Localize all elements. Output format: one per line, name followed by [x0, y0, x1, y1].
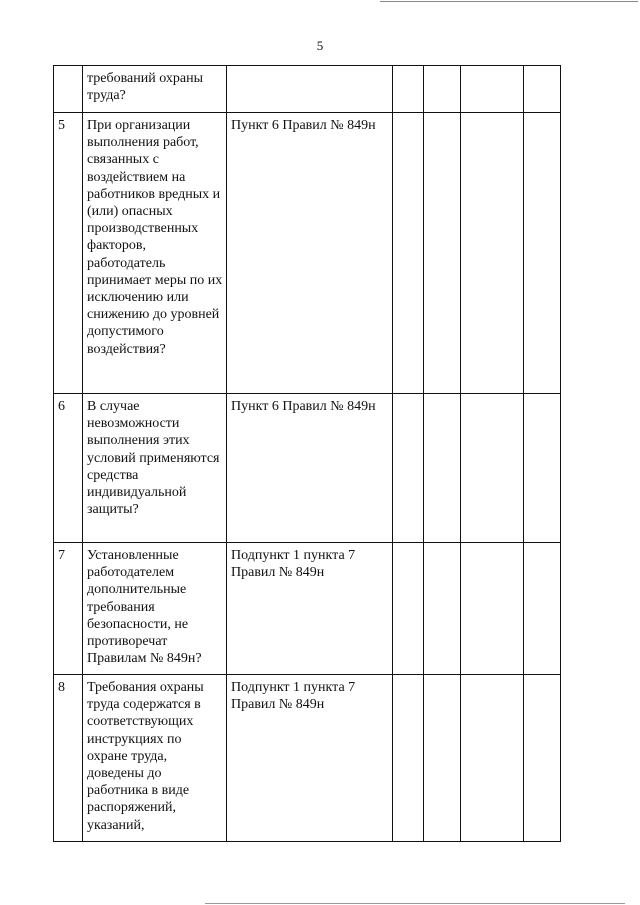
table-row [54, 675, 561, 842]
answer-cell-yes [393, 675, 424, 842]
checklist-table [53, 65, 561, 842]
scan-edge-top [380, 1, 638, 2]
row-question: требований охраны труда? [83, 66, 227, 113]
answer-cell-no [424, 394, 461, 543]
answer-cell-no [424, 66, 461, 113]
row-question: В случае невозможности выполнения этих условий применяются средства индивидуальной защиты? [83, 394, 227, 543]
row-reference: Подпункт 1 пункта 7 Правил № 849н [227, 543, 393, 675]
answer-cell-yes [393, 394, 424, 543]
row-number: 8 [54, 675, 83, 842]
scan-edge-bottom [205, 903, 625, 904]
answer-cell-notes [524, 675, 561, 842]
answer-cell-no [424, 675, 461, 842]
row-number: 6 [54, 394, 83, 543]
row-number: 7 [54, 543, 83, 675]
answer-cell-not-applicable [461, 543, 524, 675]
answer-cell-no [424, 543, 461, 675]
answer-cell-notes [524, 113, 561, 394]
answer-cell-notes [524, 394, 561, 543]
answer-cell-yes [393, 543, 424, 675]
row-question: Требования охраны труда содержатся в соответствующих инструкциях по охране труда, доведены до работника в виде распоряжений, указаний, [83, 675, 227, 842]
row-number: 5 [54, 113, 83, 394]
answer-cell-yes [393, 113, 424, 394]
row-question: Установленные работодателем дополнительные требования безопасности, не противоречат Правилам № 849н? [83, 543, 227, 675]
answer-cell-not-applicable [461, 113, 524, 394]
table-row [54, 394, 561, 543]
row-reference: Пункт 6 Правил № 849н [227, 113, 393, 394]
answer-cell-yes [393, 66, 424, 113]
answer-cell-not-applicable [461, 394, 524, 543]
row-number [54, 66, 83, 113]
answer-cell-notes [524, 66, 561, 113]
table-row [54, 543, 561, 675]
page-number: 5 [316, 38, 324, 53]
answer-cell-no [424, 113, 461, 394]
row-reference: Подпункт 1 пункта 7 Правил № 849н [227, 675, 393, 842]
table-row [54, 66, 561, 113]
answer-cell-not-applicable [461, 66, 524, 113]
row-question: При организации выполнения работ, связанных с воздействием на работников вредных и (или) опасных производственных факторов, работодатель принимает меры по их исключению или снижению до уровней допустимого воздействия? [83, 113, 227, 394]
answer-cell-not-applicable [461, 675, 524, 842]
table-row [54, 113, 561, 394]
row-reference [227, 66, 393, 113]
answer-cell-notes [524, 543, 561, 675]
row-reference: Пункт 6 Правил № 849н [227, 394, 393, 543]
